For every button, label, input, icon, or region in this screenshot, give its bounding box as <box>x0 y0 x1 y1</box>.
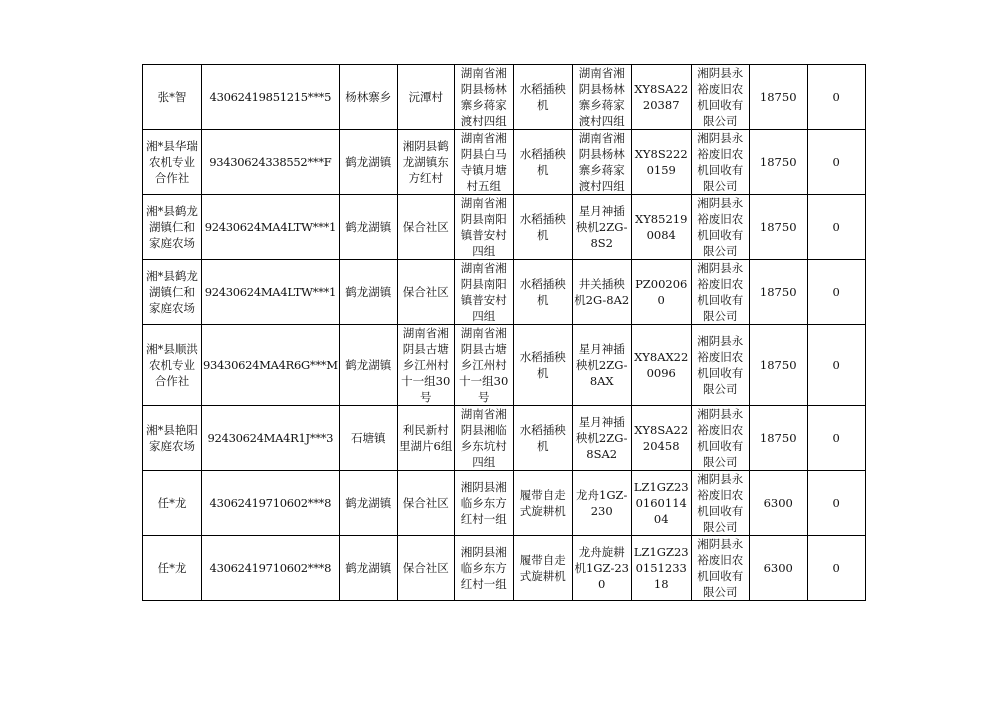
applicant-name-cell: 湘*县顺洪农机专业合作社 <box>143 325 202 406</box>
address-cell: 湖南省湘阴县古塘乡江州村十一组30号 <box>454 325 513 406</box>
subsidy-amount-cell: 6300 <box>749 536 807 601</box>
machine-model-cell: 湖南省湘阴县杨林寨乡蒋家渡村四组 <box>572 130 631 195</box>
serial-number-cell: LZ1GZ23015123318 <box>631 536 691 601</box>
extra-amount-cell: 0 <box>807 195 865 260</box>
subsidy-amount-cell: 18750 <box>749 195 807 260</box>
subsidy-table <box>142 64 866 601</box>
table-row <box>143 195 866 260</box>
extra-amount-cell: 0 <box>807 471 865 536</box>
recycler-cell: 湘阴县永裕废旧农机回收有限公司 <box>691 471 749 536</box>
town-cell: 鹤龙湖镇 <box>339 195 397 260</box>
address-cell: 湖南省湘阴县白马寺镇月塘村五组 <box>454 130 513 195</box>
subsidy-amount-cell: 18750 <box>749 130 807 195</box>
serial-number-cell: LZ1GZ23016011404 <box>631 471 691 536</box>
village-cell: 利民新村里湖片6组 <box>397 406 454 471</box>
machine-category-cell: 水稻插秧机 <box>513 65 572 130</box>
applicant-name-cell: 张*智 <box>143 65 202 130</box>
machine-model-cell: 龙舟旋耕机1GZ-230 <box>572 536 631 601</box>
recycler-cell: 湘阴县永裕废旧农机回收有限公司 <box>691 260 749 325</box>
id-number-cell: 43062419710602***8 <box>202 471 340 536</box>
extra-amount-cell: 0 <box>807 406 865 471</box>
machine-category-cell: 履带自走式旋耕机 <box>513 471 572 536</box>
town-cell: 石塘镇 <box>339 406 397 471</box>
serial-number-cell: XY852190084 <box>631 195 691 260</box>
machine-category-cell: 履带自走式旋耕机 <box>513 536 572 601</box>
machine-model-cell: 龙舟1GZ-230 <box>572 471 631 536</box>
applicant-name-cell: 湘*县艳阳家庭农场 <box>143 406 202 471</box>
table-row <box>143 260 866 325</box>
serial-number-cell: XY8S2220159 <box>631 130 691 195</box>
extra-amount-cell: 0 <box>807 536 865 601</box>
town-cell: 鹤龙湖镇 <box>339 130 397 195</box>
address-cell: 湖南省湘阴县南阳镇普安村四组 <box>454 195 513 260</box>
town-cell: 鹤龙湖镇 <box>339 536 397 601</box>
town-cell: 鹤龙湖镇 <box>339 260 397 325</box>
recycler-cell: 湘阴县永裕废旧农机回收有限公司 <box>691 406 749 471</box>
village-cell: 保合社区 <box>397 260 454 325</box>
id-number-cell: 43062419710602***8 <box>202 536 340 601</box>
subsidy-amount-cell: 18750 <box>749 65 807 130</box>
recycler-cell: 湘阴县永裕废旧农机回收有限公司 <box>691 195 749 260</box>
machine-model-cell: 星月神插秧机2ZG-8S2 <box>572 195 631 260</box>
extra-amount-cell: 0 <box>807 260 865 325</box>
id-number-cell: 92430624MA4LTW***1 <box>202 260 340 325</box>
village-cell: 保合社区 <box>397 536 454 601</box>
town-cell: 鹤龙湖镇 <box>339 471 397 536</box>
village-cell: 保合社区 <box>397 195 454 260</box>
town-cell: 杨林寨乡 <box>339 65 397 130</box>
subsidy-amount-cell: 18750 <box>749 325 807 406</box>
address-cell: 湘阴县湘临乡东方红村一组 <box>454 536 513 601</box>
serial-number-cell: XY8SA2220387 <box>631 65 691 130</box>
table-row <box>143 406 866 471</box>
subsidy-amount-cell: 18750 <box>749 260 807 325</box>
id-number-cell: 43062419851215***5 <box>202 65 340 130</box>
address-cell: 湖南省湘阴县杨林寨乡蒋家渡村四组 <box>454 65 513 130</box>
extra-amount-cell: 0 <box>807 130 865 195</box>
subsidy-amount-cell: 18750 <box>749 406 807 471</box>
extra-amount-cell: 0 <box>807 325 865 406</box>
town-cell: 鹤龙湖镇 <box>339 325 397 406</box>
recycler-cell: 湘阴县永裕废旧农机回收有限公司 <box>691 536 749 601</box>
applicant-name-cell: 湘*县鹤龙湖镇仁和家庭农场 <box>143 195 202 260</box>
table-row <box>143 536 866 601</box>
machine-model-cell: 星月神插秧机2ZG-8SA2 <box>572 406 631 471</box>
machine-category-cell: 水稻插秧机 <box>513 130 572 195</box>
village-cell: 沅潭村 <box>397 65 454 130</box>
village-cell: 湘阴县鹤龙湖镇东方红村 <box>397 130 454 195</box>
table-row <box>143 471 866 536</box>
extra-amount-cell: 0 <box>807 65 865 130</box>
serial-number-cell: PZ002060 <box>631 260 691 325</box>
subsidy-amount-cell: 6300 <box>749 471 807 536</box>
serial-number-cell: XY8SA2220458 <box>631 406 691 471</box>
recycler-cell: 湘阴县永裕废旧农机回收有限公司 <box>691 325 749 406</box>
serial-number-cell: XY8AX220096 <box>631 325 691 406</box>
machine-category-cell: 水稻插秧机 <box>513 325 572 406</box>
village-cell: 湖南省湘阴县古塘乡江州村十一组30号 <box>397 325 454 406</box>
applicant-name-cell: 任*龙 <box>143 471 202 536</box>
address-cell: 湖南省湘阴县湘临乡东坑村四组 <box>454 406 513 471</box>
id-number-cell: 93430624MA4R6G***M <box>202 325 340 406</box>
machine-model-cell: 星月神插秧机2ZG-8AX <box>572 325 631 406</box>
machine-model-cell: 湖南省湘阴县杨林寨乡蒋家渡村四组 <box>572 65 631 130</box>
machine-category-cell: 水稻插秧机 <box>513 406 572 471</box>
id-number-cell: 92430624MA4LTW***1 <box>202 195 340 260</box>
id-number-cell: 93430624338552***F <box>202 130 340 195</box>
table-row <box>143 325 866 406</box>
table-row <box>143 65 866 130</box>
applicant-name-cell: 湘*县鹤龙湖镇仁和家庭农场 <box>143 260 202 325</box>
id-number-cell: 92430624MA4R1J***3 <box>202 406 340 471</box>
recycler-cell: 湘阴县永裕废旧农机回收有限公司 <box>691 65 749 130</box>
address-cell: 湘阴县湘临乡东方红村一组 <box>454 471 513 536</box>
recycler-cell: 湘阴县永裕废旧农机回收有限公司 <box>691 130 749 195</box>
village-cell: 保合社区 <box>397 471 454 536</box>
table-row <box>143 130 866 195</box>
applicant-name-cell: 湘*县华瑞农机专业合作社 <box>143 130 202 195</box>
machine-category-cell: 水稻插秧机 <box>513 195 572 260</box>
machine-model-cell: 井关插秧机2G-8A2 <box>572 260 631 325</box>
applicant-name-cell: 任*龙 <box>143 536 202 601</box>
address-cell: 湖南省湘阴县南阳镇普安村四组 <box>454 260 513 325</box>
machine-category-cell: 水稻插秧机 <box>513 260 572 325</box>
